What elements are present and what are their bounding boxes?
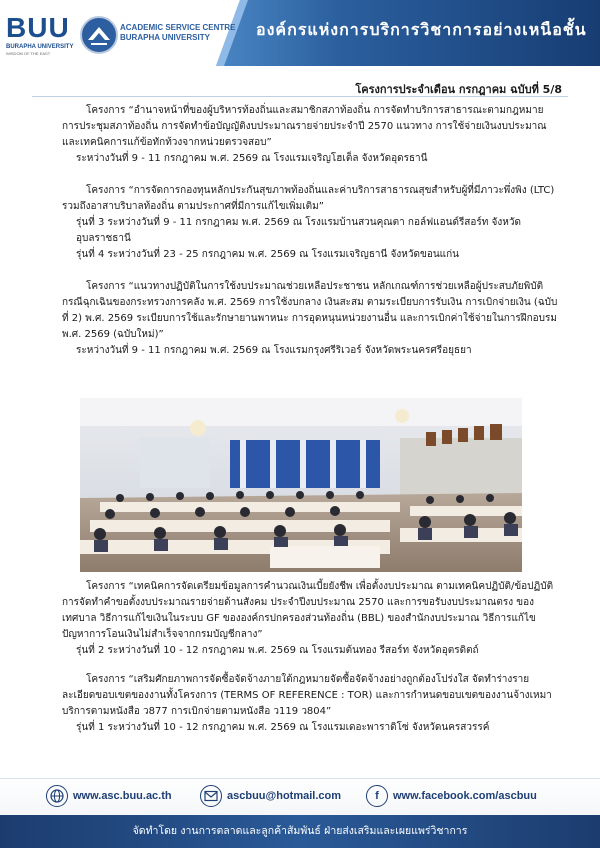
seminar-photo (80, 398, 522, 572)
email-link[interactable]: ascbuu@hotmail.com (227, 790, 342, 802)
envelope-icon (200, 785, 222, 807)
project-date: รุ่นที่ 1 ระหว่างวันที่ 10 - 12 กรกฎาคม พ.ศ. 2569 ณ โรงแรมเดอะพาราดิโซ่ จังหวัดนครสวรรค์ (76, 722, 490, 733)
academic-centre-line2: BURAPHA UNIVERSITY (120, 33, 210, 42)
buu-logo-subtitle: BURAPHA UNIVERSITY (6, 44, 74, 50)
academic-centre-name (120, 23, 260, 43)
project-date: ระหว่างวันที่ 9 - 11 กรกฎาคม พ.ศ. 2569 ณ โรงแรมกรุงศรีริเวอร์ จังหวัดพระนครศรีอยุธยา (76, 345, 472, 356)
project-item (62, 103, 562, 167)
project-item (62, 279, 562, 359)
project-list (62, 103, 562, 359)
buu-logo (6, 14, 76, 54)
project-date: รุ่นที่ 3 ระหว่างวันที่ 9 - 11 กรกฎาคม พ.ศ. 2569 ณ โรงแรมบ้านสวนคุณตา กอล์ฟแอนด์รีสอร์ท จังหวัดอุบลราชธานี (76, 217, 522, 244)
project-item (62, 579, 562, 659)
header-title: องค์กรแห่งการบริการวิชาการอย่างเหนือชั้น (256, 20, 587, 39)
facebook-icon: f (366, 785, 388, 807)
project-description: โครงการ “เสริมศักยภาพการจัดซื้อจัดจ้างภายใต้กฎหมายจัดซื้อจัดจ้างอย่างถูกต้องโปร่งใส จัดทำร่างรายละเอียดขอบเขตของงานทั้งโครงการ (TERMS OF REFERENCE : TOR) และการกำหนดขอบเขตของงานจ้างเหมาบริการตามหนังสือ ว877 การเบิกจ่ายตามหนังสือ ว119 ว804” (62, 674, 552, 717)
project-date: รุ่นที่ 4 ระหว่างวันที่ 23 - 25 กรกฎาคม พ.ศ. 2569 ณ โรงแรมเจริญธานี จังหวัดขอนแก่น (76, 249, 460, 260)
email-contact[interactable] (200, 784, 341, 808)
buu-logo-text: BUU (6, 12, 70, 43)
project-date: รุ่นที่ 2 ระหว่างวันที่ 10 - 12 กรกฎาคม พ.ศ. 2569 ณ โรงแรมต้นทอง รีสอร์ท จังหวัดอุตรดิตถ์ (76, 645, 479, 656)
footer-credit: จัดทำโดย งานการตลาดและลูกค้าสัมพันธ์ ฝ่ายส่งเสริมและเผยแพร่วิชาการ (132, 825, 468, 837)
divider (32, 96, 568, 97)
project-description: โครงการ “เทคนิคการจัดเตรียมข้อมูลการคำนวณเงินเบี้ยยังชีพ เพื่อตั้งงบประมาณ ตามเทคนิคปฏิบัติ/ข้อปฏิบัติการจัดทำคำขอตั้งงบประมาณรายจ่ายด้านสังคม ประจำปีงบประมาณ 2570 และการขอรับงบประมาณตรง ของเทศบาล วิธีการแก้ไขเงินในระบบ GF ขององค์กรปกครองส่วนท้องถิ่น (BBL) ของสำนักงบประมาณ วิธีการแก้ไขปัญหาการโอนเงินไม่สำเร็จจากกรมบัญชีกลาง” (62, 581, 554, 640)
website-link[interactable]: www.asc.buu.ac.th (73, 790, 172, 802)
project-description: โครงการ “การจัดการกองทุนหลักประกันสุขภาพท้องถิ่นและค่าบริการสาธารณสุขสำหรับผู้ที่มีภาวะพึ่งพิง (LTC) รวมถึงอาสาบริบาลท้องถิ่น ตามประกาศที่มีการแก้ไขเพิ่มเติม” (62, 185, 555, 212)
project-description: โครงการ “แนวทางปฏิบัติในการใช้งบประมาณช่วยเหลือประชาชน หลักเกณฑ์การช่วยเหลือผู้ประสบภัยพิบัติกรณีฉุกเฉินของกระทรวงการคลัง พ.ศ. 2569 การใช้งบกลาง เงินสะสม ตามระเบียบการรับเงิน การเบิกจ่ายเงิน (ฉบับที่ 2) พ.ศ. 2569 ระเบียบการใช้และรักษายานพาหนะ การอุดหนุนหน่วยงานอื่น และการเบิกค่าใช้จ่ายในการฝึกอบรม พ.ศ. 2569 (ฉบับใหม่)” (62, 281, 558, 340)
project-description: โครงการ “อำนาจหน้าที่ของผู้บริหารท้องถิ่นและสมาชิกสภาท้องถิ่น การจัดทำบริการสาธารณะตามกฎหมาย การประชุมสภาท้องถิ่น การจัดทำข้อบัญญัติงบประมาณรายจ่ายประจำปี 2570 แนวทาง การใช้จ่ายเงินงบประมาณ และเทคนิคการแก้ข้อทักท้วงจากหน่วยตรวจสอบ” (62, 105, 547, 148)
facebook-contact[interactable] (366, 784, 537, 808)
footer-bar (0, 815, 600, 848)
issue-line: โครงการประจำเดือน กรกฎาคม ฉบับที่ 5/8 (355, 83, 562, 96)
academic-centre-emblem-icon (80, 16, 118, 54)
seminar-photo-illustration (80, 398, 522, 572)
project-list-continued (62, 579, 562, 736)
page-header (0, 0, 600, 66)
academic-centre-line1: ACADEMIC SERVICE CENTRE (120, 23, 236, 32)
globe-icon (46, 785, 68, 807)
facebook-link[interactable]: www.facebook.com/ascbuu (393, 790, 537, 802)
website-contact[interactable] (46, 784, 172, 808)
project-date: ระหว่างวันที่ 9 - 11 กรกฎาคม พ.ศ. 2569 ณ โรงแรมเจริญโฮเต็ล จังหวัดอุดรธานี (76, 153, 428, 164)
project-item (62, 672, 562, 736)
project-item (62, 183, 562, 263)
buu-logo-tagline: WISDOM OF THE EAST (6, 51, 51, 56)
